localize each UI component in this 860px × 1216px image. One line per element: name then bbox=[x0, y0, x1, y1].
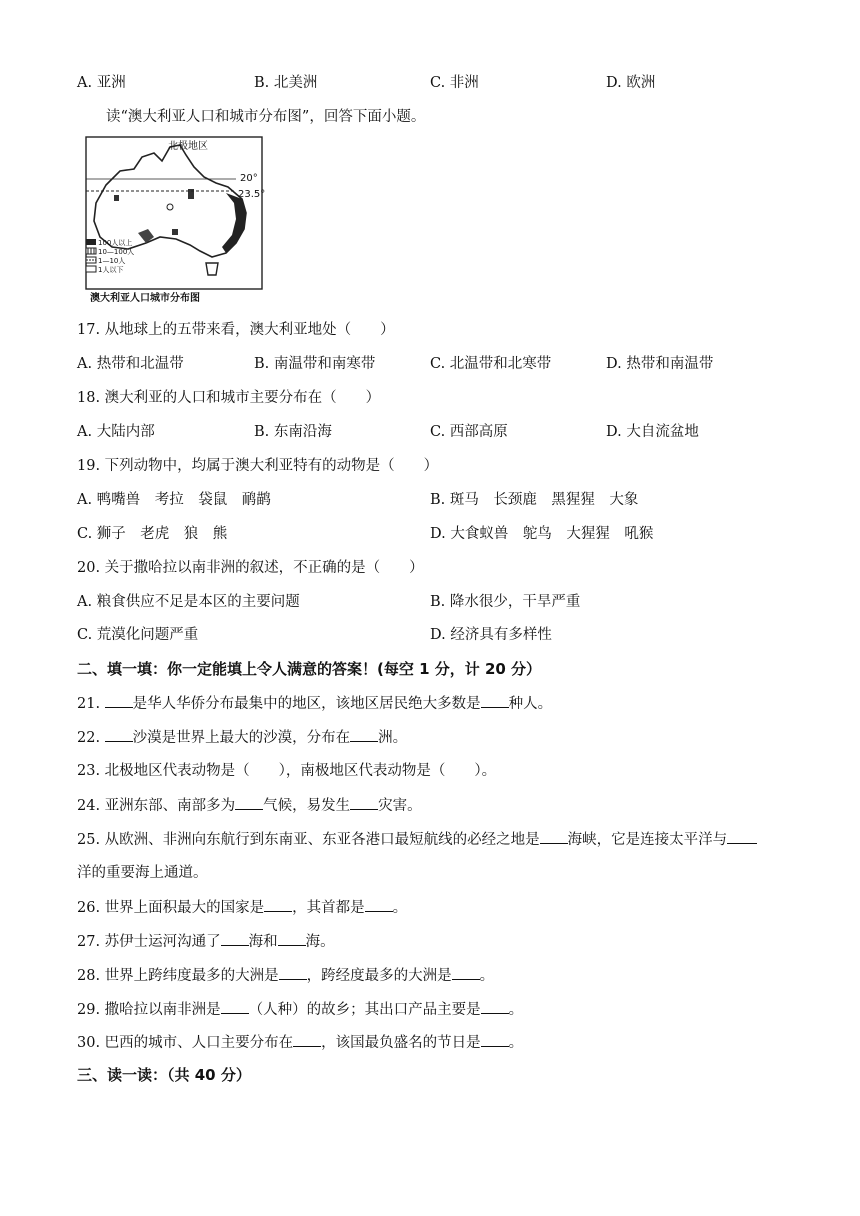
q19-option-d: D. 大食蚁兽 鸵鸟 大猩猩 吼猴 bbox=[430, 526, 654, 542]
q22: 22. 沙漠是世界上最大的沙漠，分布在 洲。 bbox=[77, 727, 407, 748]
section-3-heading: 三、读一读：（共 40 分） bbox=[77, 1066, 251, 1084]
q20-option-d: D. 经济具有多样性 bbox=[430, 627, 552, 643]
q20-option-a: A. 粮食供应不足是本区的主要问题 bbox=[77, 594, 300, 610]
q19-stem: 19. 下列动物中，均属于澳大利亚特有的动物是（ ） bbox=[77, 458, 439, 474]
q19-option-a: A. 鸭嘴兽 考拉 袋鼠 鸸鹋 bbox=[77, 492, 271, 508]
australia-population-map bbox=[76, 133, 266, 305]
q16-option-a: A. 亚洲 bbox=[77, 75, 126, 91]
q28: 28. 世界上跨纬度最多的大洲是 ，跨经度最多的大洲是 。 bbox=[77, 965, 494, 986]
legend-item-1: 100人以上 bbox=[98, 239, 133, 247]
q29: 29. 撒哈拉以南非洲是 （人种）的故乡；其出口产品主要是 。 bbox=[77, 999, 523, 1020]
q17-option-b: B. 南温带和南寒带 bbox=[254, 356, 376, 372]
q19-option-c: C. 狮子 老虎 狼 熊 bbox=[77, 526, 228, 542]
q16-option-d: D. 欧洲 bbox=[606, 75, 656, 91]
q18-option-c: C. 西部高原 bbox=[430, 424, 508, 440]
lat-23-5-label: 23.5° bbox=[238, 189, 266, 200]
q18-option-a: A. 大陆内部 bbox=[77, 424, 155, 440]
q16-option-c: C. 非洲 bbox=[430, 75, 479, 91]
q24: 24. 亚洲东部、南部多为 气候，易发生 灾害。 bbox=[77, 795, 422, 816]
legend-item-4: 1人以下 bbox=[98, 266, 124, 274]
q25-line-2: 洋的重要海上通道。 bbox=[77, 865, 208, 881]
q21: 21. 是华人华侨分布最集中的地区，该地区居民绝大多数是 种人。 bbox=[77, 693, 552, 714]
q18-option-d: D. 大自流盆地 bbox=[606, 424, 699, 440]
q17-stem: 17. 从地球上的五带来看，澳大利亚地处（ ） bbox=[77, 322, 395, 338]
q17-option-a: A. 热带和北温带 bbox=[77, 356, 184, 372]
map-intro: 读“澳大利亚人口和城市分布图”，回答下面小题。 bbox=[106, 109, 426, 125]
q20-stem: 20. 关于撒哈拉以南非洲的叙述，不正确的是（ ） bbox=[77, 560, 424, 576]
lat-20-label: 20° bbox=[240, 173, 258, 184]
section-2-heading: 二、填一填：你一定能填上令人满意的答案！(每空 1 分，计 20 分） bbox=[77, 660, 542, 678]
q19-option-b: B. 斑马 长颈鹿 黑猩猩 大象 bbox=[430, 492, 639, 508]
q16-option-b: B. 北美洲 bbox=[254, 75, 318, 91]
q18-stem: 18. 澳大利亚的人口和城市主要分布在（ ） bbox=[77, 390, 381, 406]
q17-option-c: C. 北温带和北寒带 bbox=[430, 356, 552, 372]
map-caption: 澳大利亚人口城市分布图 bbox=[90, 293, 200, 304]
q18-option-b: B. 东南沿海 bbox=[254, 424, 332, 440]
q20-option-c: C. 荒漠化问题严重 bbox=[77, 627, 199, 643]
map-region-label: 北极地区 bbox=[168, 141, 208, 152]
q17-option-d: D. 热带和南温带 bbox=[606, 356, 714, 372]
q27: 27. 苏伊士运河沟通了 海和 海。 bbox=[77, 931, 335, 952]
q23: 23. 北极地区代表动物是（ ），南极地区代表动物是（ ）。 bbox=[77, 763, 497, 779]
q30: 30. 巴西的城市、人口主要分布在 ，该国最负盛名的节日是 。 bbox=[77, 1032, 523, 1053]
q20-option-b: B. 降水很少，干旱严重 bbox=[430, 594, 581, 610]
legend-item-2: 10—100人 bbox=[98, 248, 135, 256]
legend-item-3: 1—10人 bbox=[98, 257, 126, 265]
q25-line-1: 25. 从欧洲、非洲向东航行到东南亚、东亚各港口最短航线的必经之地是 海峡，它是连接太平洋与 bbox=[77, 829, 757, 850]
q26: 26. 世界上面积最大的国家是 ，其首都是 。 bbox=[77, 897, 407, 918]
